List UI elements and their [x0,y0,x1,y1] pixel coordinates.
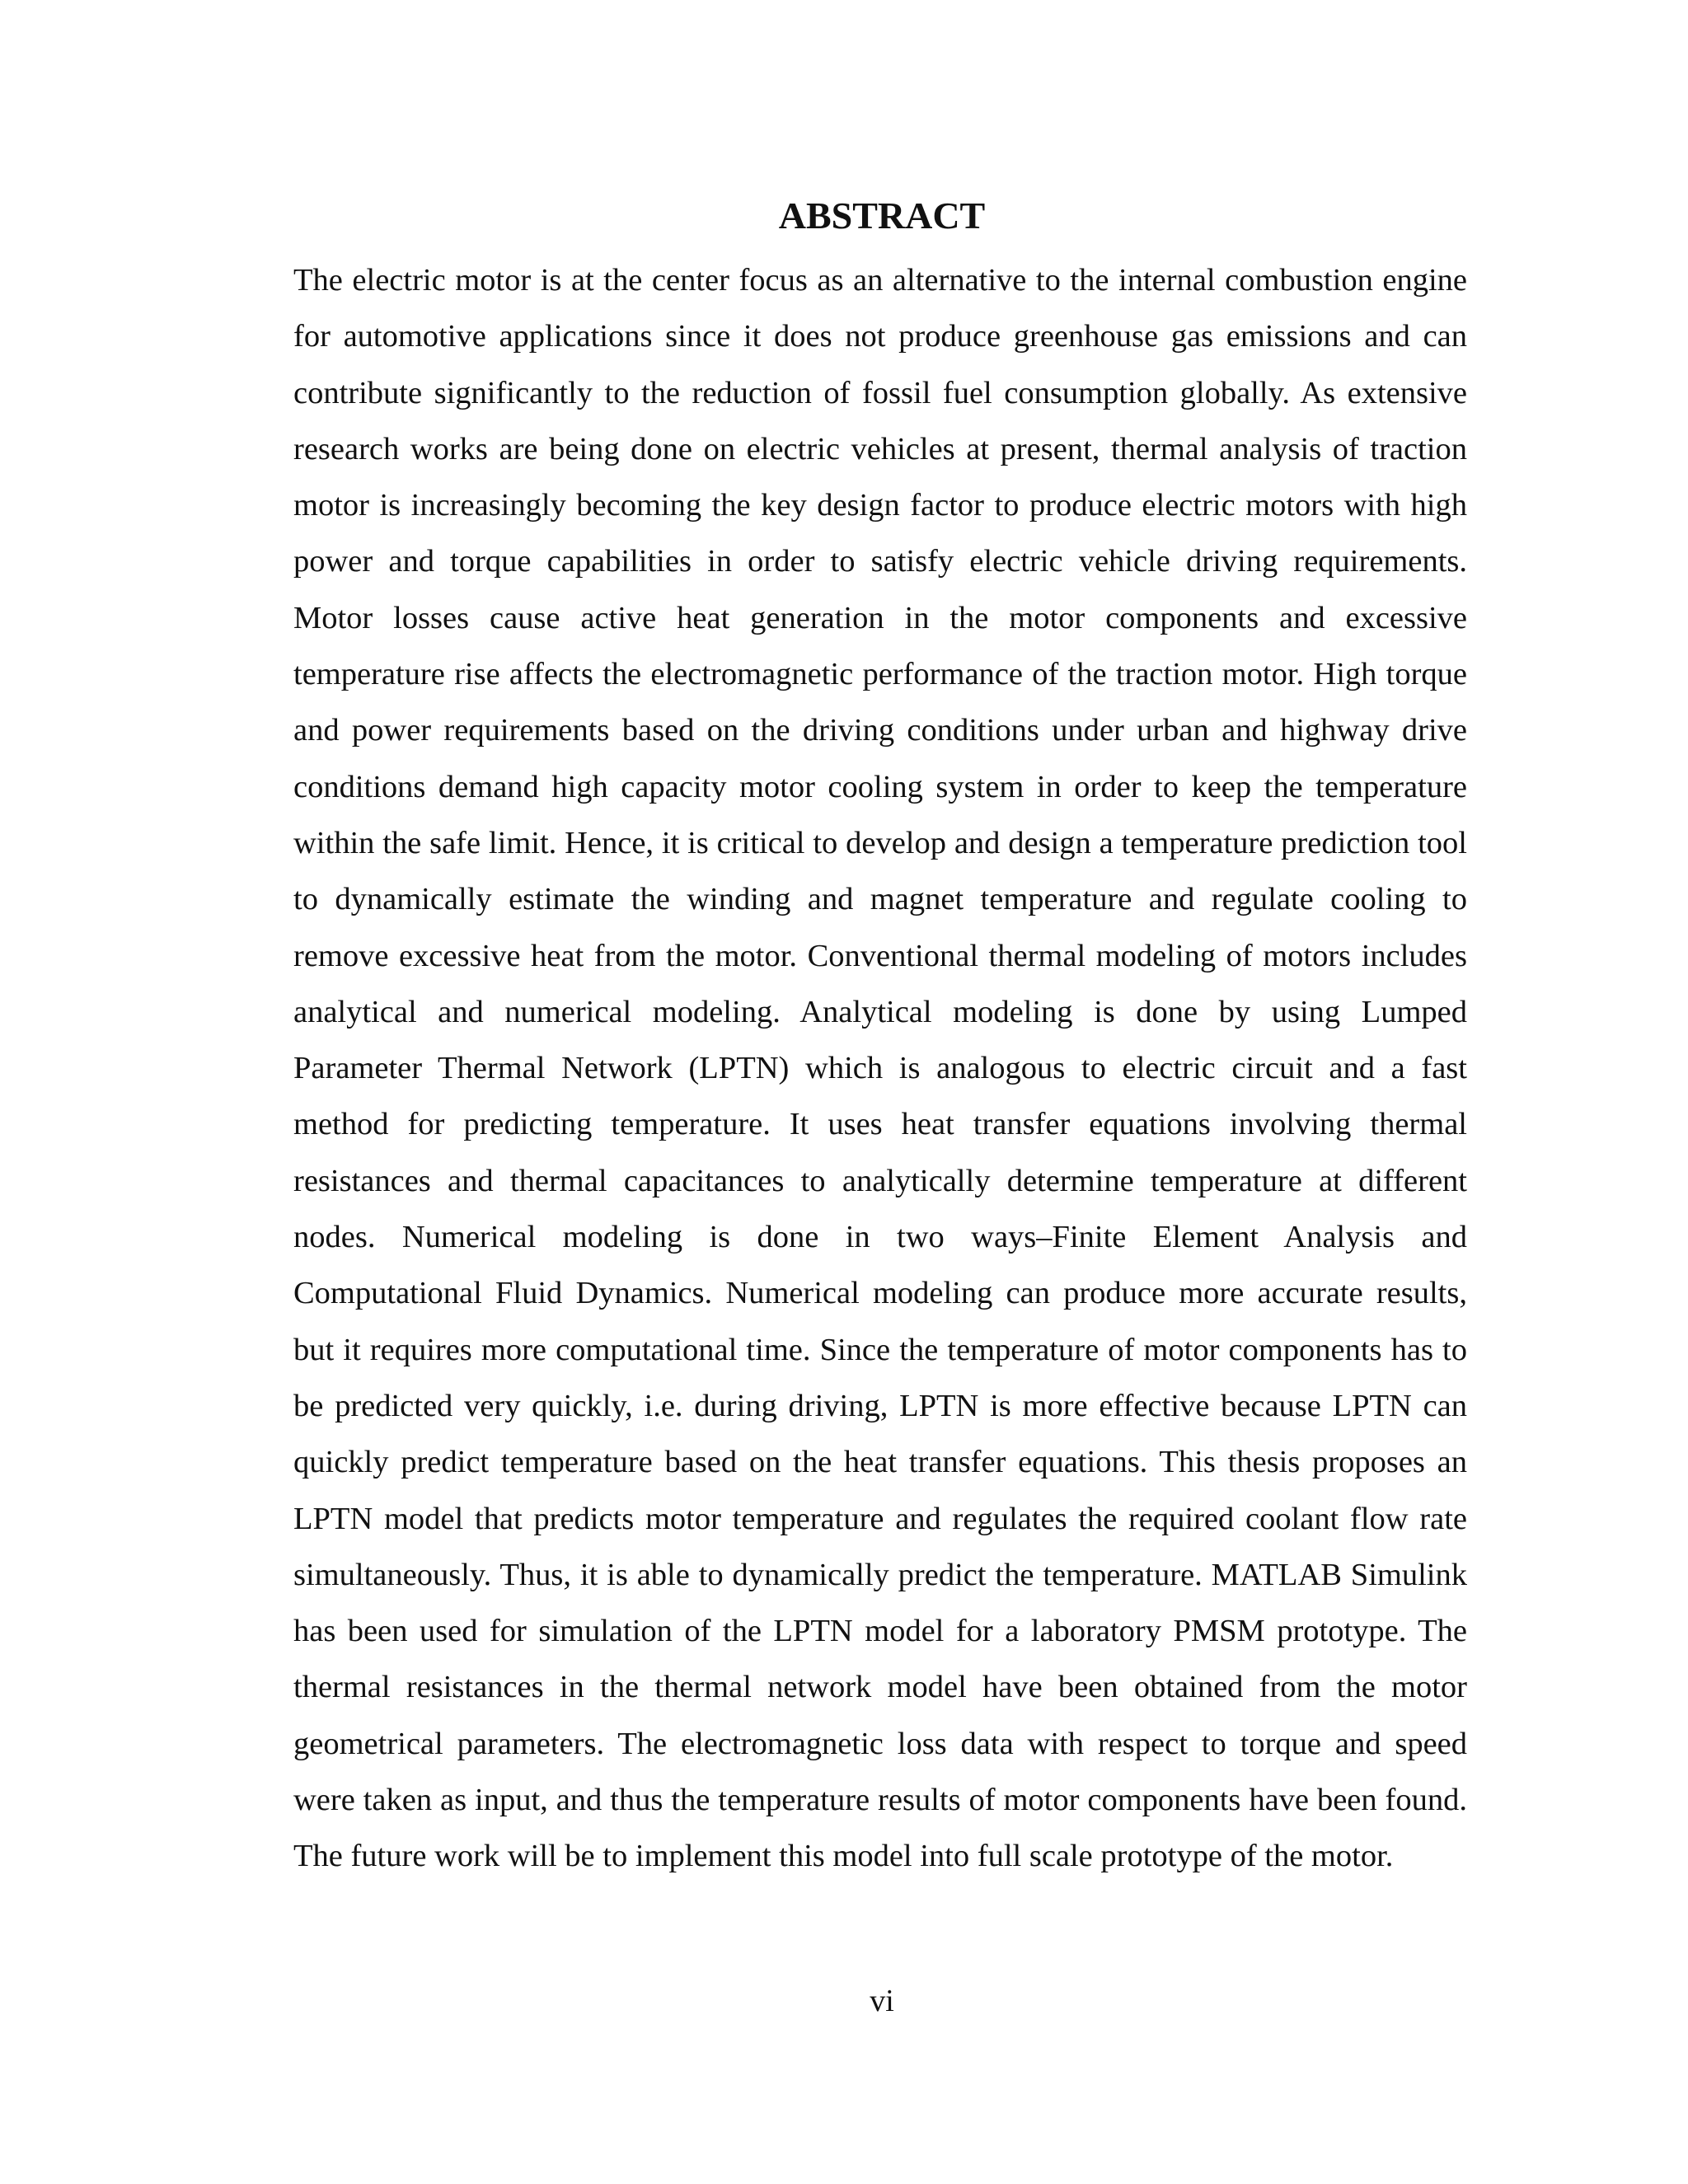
abstract-title: ABSTRACT [778,194,986,237]
abstract-paragraph: The electric motor is at the center focus as an alternative to the internal combustion engine for automotive applications since it does not produce greenhouse gas emissions and can contribute significantly to the reduction of fossil fuel consumption globally. As extensive research works are being done on electric vehicles at present, thermal analysis of traction motor is increasingly becoming the key design factor to produce electric motors with high power and torque capabilities in order to satisfy electric vehicle driving requirements. Motor losses cause active heat generation in the motor components and excessive temperature rise affects the electromagnetic performance of the traction motor. High torque and power requirements based on the driving conditions under urban and highway drive conditions demand high capacity motor cooling system in order to keep the temperature within the safe limit. Hence, it is critical to develop and design a temperature prediction tool to dynamically estimate the winding and magnet temperature and regulate cooling to remove excessive heat from the motor. Conventional thermal modeling of motors includes analytical and numerical modeling. Analytical modeling is done by using Lumped Parameter Thermal Network (LPTN) which is analogous to electric circuit and a fast method for predicting temperature. It uses heat transfer equations involving thermal resistances and thermal capacitances to analytically determine temperature at different nodes. Numerical modeling is done in two ways–Finite Element Analysis and Computational Fluid Dynamics. Numerical modeling can produce more accurate results, but it requires more computational time. Since the temperature of motor components has to be predicted very quickly, i.e. during driving, LPTN is more effective because LPTN can quickly predict temperature based on the heat transfer equations. This thesis proposes an LPTN model that predicts motor temperature and regulates the required coolant flow rate simultaneously. Thus, it is able to dynamically predict the temperature. MATLAB Simulink has been used for simulation of the LPTN model for a laboratory PMSM prototype. The thermal resistances in the thermal network model have been obtained from the motor geometrical parameters. The electromagnetic loss data with respect to torque and speed were taken as input, and thus the temperature results of motor components have been found. The future work will be to implement this model into full scale prototype of the motor. [293,263,1467,1874]
page-number: vi [870,1984,894,2018]
